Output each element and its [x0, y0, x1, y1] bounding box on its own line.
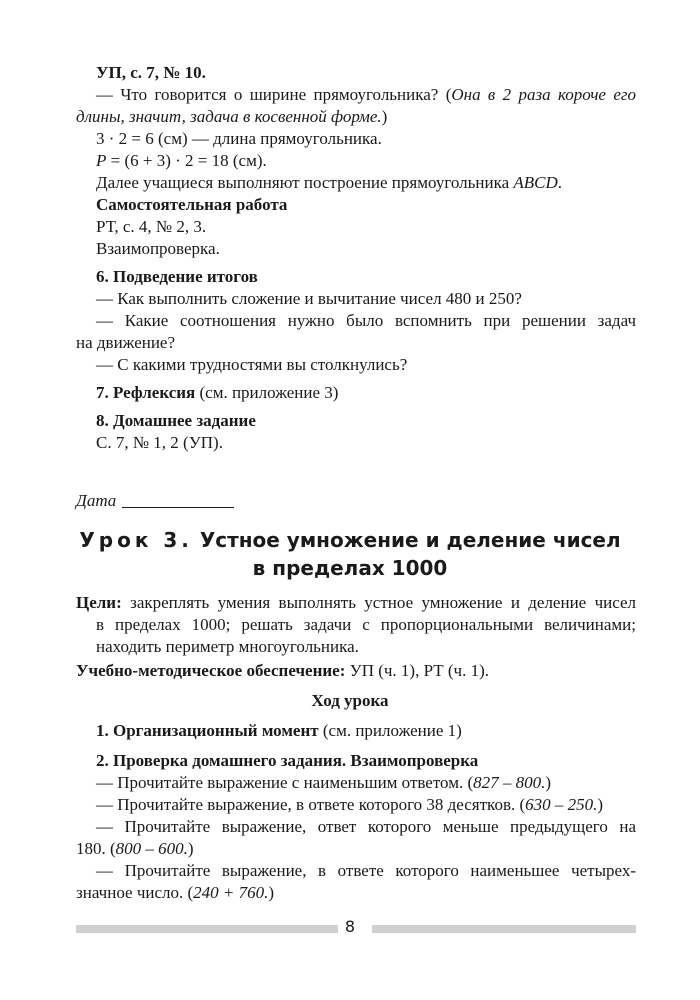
- question-line: — Прочитайте выражение, в ответе которого наименьшее четырех-: [96, 861, 636, 880]
- lesson-title: Урок 3. Устное умножение и деление чисел: [79, 528, 621, 552]
- question-answer-line: длины, значит, задача в косвенной форме.): [76, 107, 388, 126]
- question-line: — Какие соотношения нужно было вспомнить при решении задач: [96, 311, 636, 330]
- calculation-line: 3 · 2 = 6 (см) — длина прямоугольника.: [96, 129, 382, 148]
- question-line-continuation: 180. (800 – 600.): [76, 839, 194, 858]
- date-blank: [122, 491, 234, 508]
- page-number: 8: [344, 917, 356, 936]
- lesson-materials: Учебно-методическое обеспечение: УП (ч. 1), РТ (ч. 1).: [76, 661, 490, 680]
- workbook-reference: РТ, с. 4, № 2, 3.: [96, 217, 207, 236]
- text-line: Взаимопроверка.: [96, 239, 220, 258]
- question-line: — Прочитайте выражение с наименьшим ответом. (827 – 800.): [96, 773, 552, 792]
- question-line-continuation: на движение?: [76, 333, 176, 352]
- homework-line: С. 7, № 1, 2 (УП).: [96, 433, 223, 452]
- question-line: — Прочитайте выражение, ответ которого меньше предыдущего на: [96, 817, 636, 836]
- section-heading: 7. Рефлексия (см. приложение 3): [96, 383, 339, 402]
- section-heading: 8. Домашнее задание: [96, 411, 256, 430]
- lesson-step: 1. Организационный момент (см. приложение 1): [96, 721, 462, 740]
- instruction-line: Далее учащиеся выполняют построение прямоугольника ABCD.: [96, 173, 563, 192]
- lesson-step: 2. Проверка домашнего задания. Взаимопроверка: [96, 751, 479, 770]
- lesson-goals: Цели: закреплять умения выполнять устное умножение и деление чисел: [76, 593, 636, 612]
- lesson-title-line2: в пределах 1000: [252, 556, 448, 580]
- question-line: — Прочитайте выражение, в ответе которого 38 десятков. (630 – 250.): [96, 795, 604, 814]
- question-line: — С какими трудностями вы столкнулись?: [96, 355, 408, 374]
- exercise-heading: УП, с. 7, № 10.: [96, 63, 206, 82]
- lesson-course-heading: Ход урока: [311, 691, 389, 710]
- lesson-goals-line: в пределах 1000; решать задачи с пропорциональными величинами;: [96, 615, 636, 634]
- lesson-goals-line: находить периметр многоугольника.: [96, 637, 359, 656]
- question-line: — Что говорится о ширине прямоугольника? (Она в 2 раза короче его: [96, 85, 637, 104]
- section-heading: 6. Подведение итогов: [96, 267, 258, 286]
- date-field: Дата: [76, 490, 234, 512]
- question-line-continuation: значное число. (240 + 760.): [76, 883, 275, 902]
- subsection-heading: Самостоятельная работа: [96, 195, 288, 214]
- question-line: — Как выполнить сложение и вычитание чисел 480 и 250?: [96, 289, 522, 308]
- calculation-line: P = (6 + 3) · 2 = 18 (см).: [96, 151, 267, 170]
